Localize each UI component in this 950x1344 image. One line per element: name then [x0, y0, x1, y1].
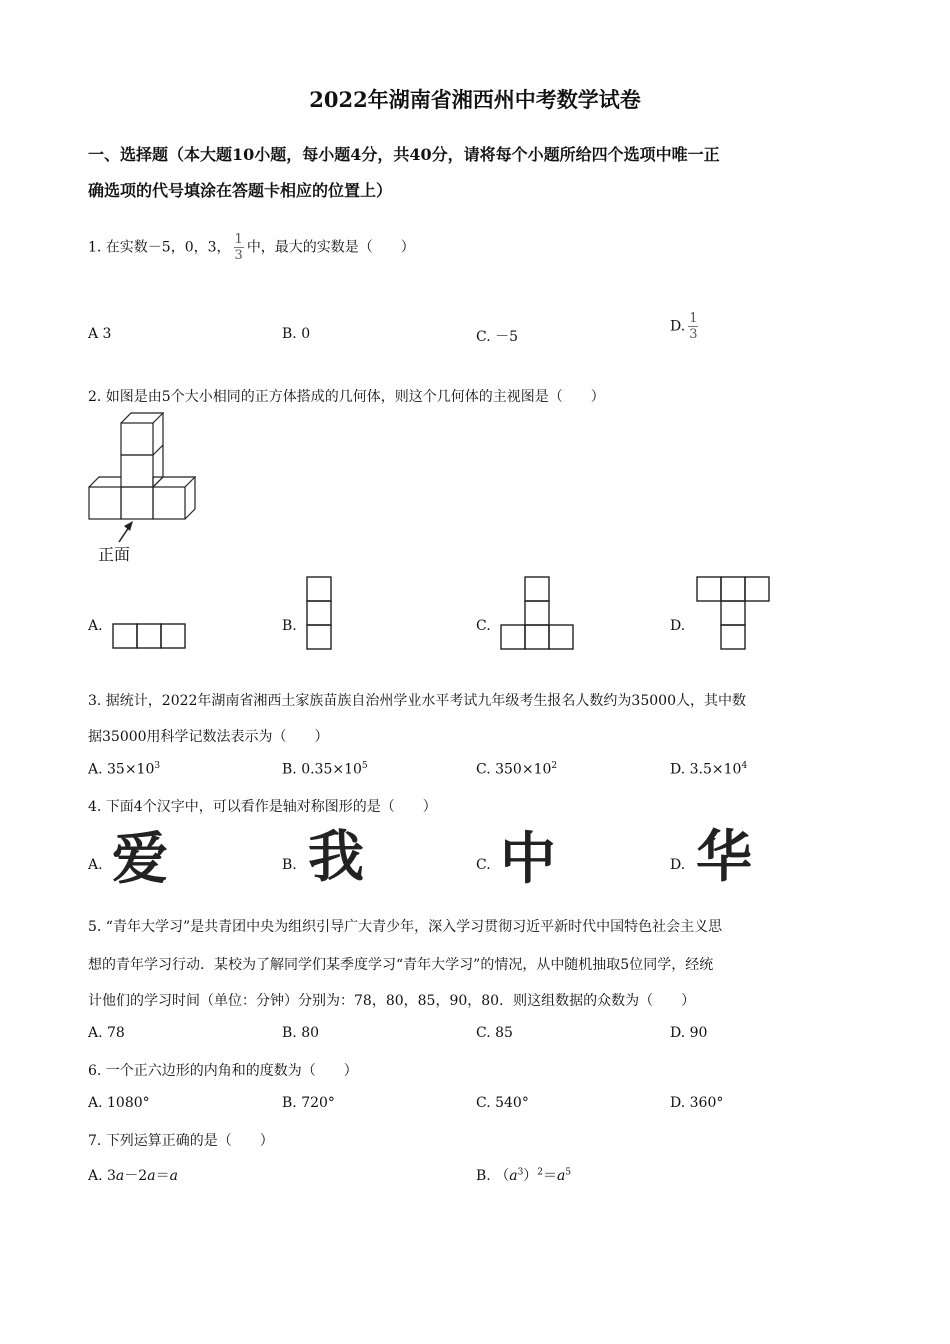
q1-fraction	[234, 232, 244, 263]
q3-option-b	[282, 761, 368, 778]
q1-option-c: C. －5	[476, 329, 519, 345]
q1-option-b: B. 0	[282, 326, 311, 342]
q1-frac-num: 1	[234, 232, 243, 247]
q3-opt-a-exp: 3	[154, 761, 161, 771]
q4-option-c-label: C.	[476, 857, 491, 873]
q6-option-b: B. 720°	[282, 1095, 335, 1111]
q7-b-var1: a	[509, 1168, 518, 1184]
q1-frac-den: 3	[234, 248, 243, 263]
q3-option-c	[476, 761, 557, 778]
q7-b-close: ）	[523, 1168, 538, 1184]
q7-option-a	[88, 1165, 178, 1185]
q4-option-b-label: B.	[282, 857, 297, 873]
q1-optd-den: 3	[689, 327, 698, 342]
q2-option-c-figure	[500, 576, 574, 650]
q1-option-d-label: D.	[670, 318, 686, 335]
front-view-label: 正面	[98, 545, 131, 564]
q7-a-var1: a	[115, 1168, 125, 1184]
q1-suffix: 中，最大的实数是（ ）	[246, 239, 415, 256]
q4-option-d-label: D.	[670, 857, 686, 873]
q7-b-pre: B. （	[476, 1168, 510, 1184]
q2-option-d-figure	[696, 576, 770, 650]
q3-opt-b-exp: 5	[361, 761, 368, 771]
q7-a-var3: a	[169, 1168, 178, 1184]
question-2-stem: 2. 如图是由5个大小相同的正方体搭成的几何体，则这个几何体的主视图是（ ）	[88, 389, 605, 405]
q3-opt-c-text: C. 350×10	[476, 761, 552, 778]
q2-option-c-label: C.	[476, 618, 491, 634]
q1-option-d-fraction	[688, 311, 698, 342]
section-heading-line2: 确选项的代号填涂在答题卡相应的位置上）	[88, 181, 393, 200]
q3-option-d	[670, 761, 747, 778]
q1-option-d	[670, 311, 701, 342]
q5-option-b: B. 80	[282, 1025, 320, 1041]
q7-a-var2: a	[147, 1168, 156, 1184]
q7-b-var2: a	[557, 1168, 566, 1184]
q3-opt-c-exp: 2	[551, 761, 558, 771]
q5-option-d: D. 90	[670, 1025, 708, 1041]
q7-a-mid: －2	[124, 1168, 148, 1184]
q6-option-a: A. 1080°	[88, 1095, 150, 1111]
q1-optd-num: 1	[689, 311, 698, 326]
q7-b-exp3: 5	[565, 1167, 572, 1178]
q2-option-a-figure	[112, 623, 186, 649]
q7-a-eq: ＝	[155, 1168, 170, 1184]
q7-b-exp1: 3	[517, 1167, 524, 1178]
q4-option-a-label: A.	[88, 857, 103, 873]
question-3-line1: 3. 据统计，2022年湖南省湘西土家族苗族自治州学业水平考试九年级考生报名人数约为35000人，其中数	[88, 693, 746, 709]
q3-opt-a-text: A. 35×10	[88, 761, 155, 778]
q5-option-c: C. 85	[476, 1025, 513, 1041]
q4-char-hua-image: 华	[696, 825, 752, 890]
q6-option-c: C. 540°	[476, 1095, 529, 1111]
q2-option-d-label: D.	[670, 618, 686, 634]
q4-char-ai-image: 爱	[112, 827, 168, 892]
question-4-stem: 4. 下面4个汉字中，可以看作是轴对称图形的是（ ）	[88, 799, 437, 815]
question-5-line1: 5. “青年大学习”是共青团中央为组织引导广大青少年，深入学习贯彻习近平新时代中国特色社会主义思	[88, 919, 723, 935]
question-6-stem: 6. 一个正六边形的内角和的度数为（ ）	[88, 1063, 358, 1079]
q7-b-exp2: 2	[537, 1167, 544, 1178]
question-5-line2: 想的青年学习行动．某校为了解同学们某季度学习“青年大学习”的情况，从中随机抽取5位同学，经统	[88, 957, 714, 973]
q1-option-a: A 3	[88, 326, 112, 342]
arrow-icon	[124, 521, 133, 531]
q4-char-zhong-image: 中	[500, 827, 556, 892]
q5-option-a: A. 78	[88, 1025, 125, 1041]
q6-option-d: D. 360°	[670, 1095, 724, 1111]
q2-option-b-figure	[306, 576, 332, 650]
question-5-line3: 计他们的学习时间（单位：分钟）分别为：78，80，85，90，80．则这组数据的众数为（ ）	[88, 993, 696, 1009]
q7-a-pre: A. 3	[88, 1168, 116, 1184]
page-title: 2022年湖南省湘西州中考数学试卷	[309, 87, 641, 112]
q2-option-a-label: A.	[88, 618, 103, 634]
section-heading-line1: 一、选择题（本大题10小题，每小题4分，共40分，请将每个小题所给四个选项中唯一正	[88, 145, 720, 164]
q4-char-wo-image: 我	[308, 825, 364, 890]
q3-option-a	[88, 761, 160, 778]
question-7-stem: 7. 下列运算正确的是（ ）	[88, 1133, 274, 1149]
q7-b-eq: ＝	[543, 1168, 558, 1184]
q3-opt-d-exp: 4	[741, 761, 748, 771]
question-3-line2: 据35000用科学记数法表示为（ ）	[88, 729, 329, 745]
q2-option-b-label: B.	[282, 618, 297, 634]
q1-prefix: 1. 在实数－5，0，3，	[88, 239, 231, 256]
q7-option-b	[476, 1165, 571, 1185]
q3-opt-d-text: D. 3.5×10	[670, 761, 742, 778]
question-1-stem	[88, 232, 415, 263]
q3-opt-b-text: B. 0.35×10	[282, 761, 362, 778]
